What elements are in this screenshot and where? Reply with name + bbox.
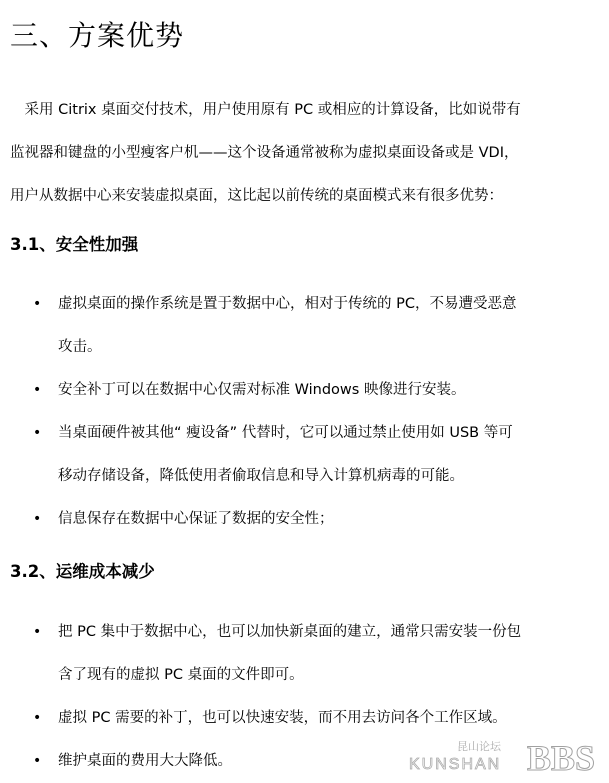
bullet-icon: • (33, 511, 42, 527)
page-title: 三、方案优势 (10, 19, 185, 52)
list-item (0, 611, 521, 697)
intro-line: 用户从数据中心来安装虚拟桌面，这比起以前传统的桌面模式来有很多优势： (10, 188, 503, 204)
list-item-text: 攻击。 (58, 339, 102, 355)
list-item-text: 当桌面硬件被其他“ 瘦设备” 代替时，它可以通过禁止使用如 USB 等可 (58, 425, 513, 441)
security-bullet-list (0, 283, 516, 541)
list-item-text: 虚拟 PC 需要的补丁，也可以快速安装，而不用去访问各个工作区域。 (58, 710, 507, 726)
list-item (0, 498, 516, 541)
bullet-icon: • (33, 296, 42, 312)
list-item-text: 虚拟桌面的操作系统是置于数据中心，相对于传统的 PC，不易遭受恶意 (58, 296, 517, 312)
bullet-icon: • (33, 753, 42, 769)
bullet-icon: • (33, 710, 42, 726)
list-item-text: 信息保存在数据中心保证了数据的安全性； (58, 511, 334, 527)
bullet-icon: • (33, 382, 42, 398)
list-item-text: 维护桌面的费用大大降低。 (58, 753, 232, 769)
section-heading-security: 3.1、安全性加强 (10, 235, 139, 254)
list-item (0, 412, 516, 498)
bullet-icon: • (33, 425, 42, 441)
bullet-icon: • (33, 624, 42, 640)
list-item-text: 把 PC 集中于数据中心，也可以加快新桌面的建立，通常只需安装一份包 (58, 624, 522, 640)
watermark-logo-icon (405, 737, 605, 773)
section-heading-cost: 3.2、运维成本减少 (10, 562, 155, 581)
list-item-text: 安全补丁可以在数据中心仅需对标准 Windows 映像进行安装。 (58, 382, 466, 398)
intro-line: 监视器和键盘的小型瘦客户机——这个设备通常被称为虚拟桌面设备或是 VDI， (10, 145, 519, 161)
intro-line: 采用 Citrix 桌面交付技术，用户使用原有 PC 或相应的计算设备，比如说带有 (10, 102, 521, 118)
list-item (0, 283, 516, 369)
watermark-en-text: KUNSHAN (409, 756, 502, 773)
watermark-cn-text: 昆山论坛 (457, 740, 501, 753)
list-item-text: 含了现有的虚拟 PC 桌面的文件即可。 (58, 667, 304, 683)
list-item (0, 369, 516, 412)
list-item-text: 移动存储设备，降低使用者偷取信息和导入计算机病毒的可能。 (58, 468, 464, 484)
list-item (0, 697, 521, 740)
watermark-bbs-text: BBS (527, 738, 596, 773)
watermark-logo (405, 737, 605, 773)
intro-paragraph (10, 89, 602, 218)
